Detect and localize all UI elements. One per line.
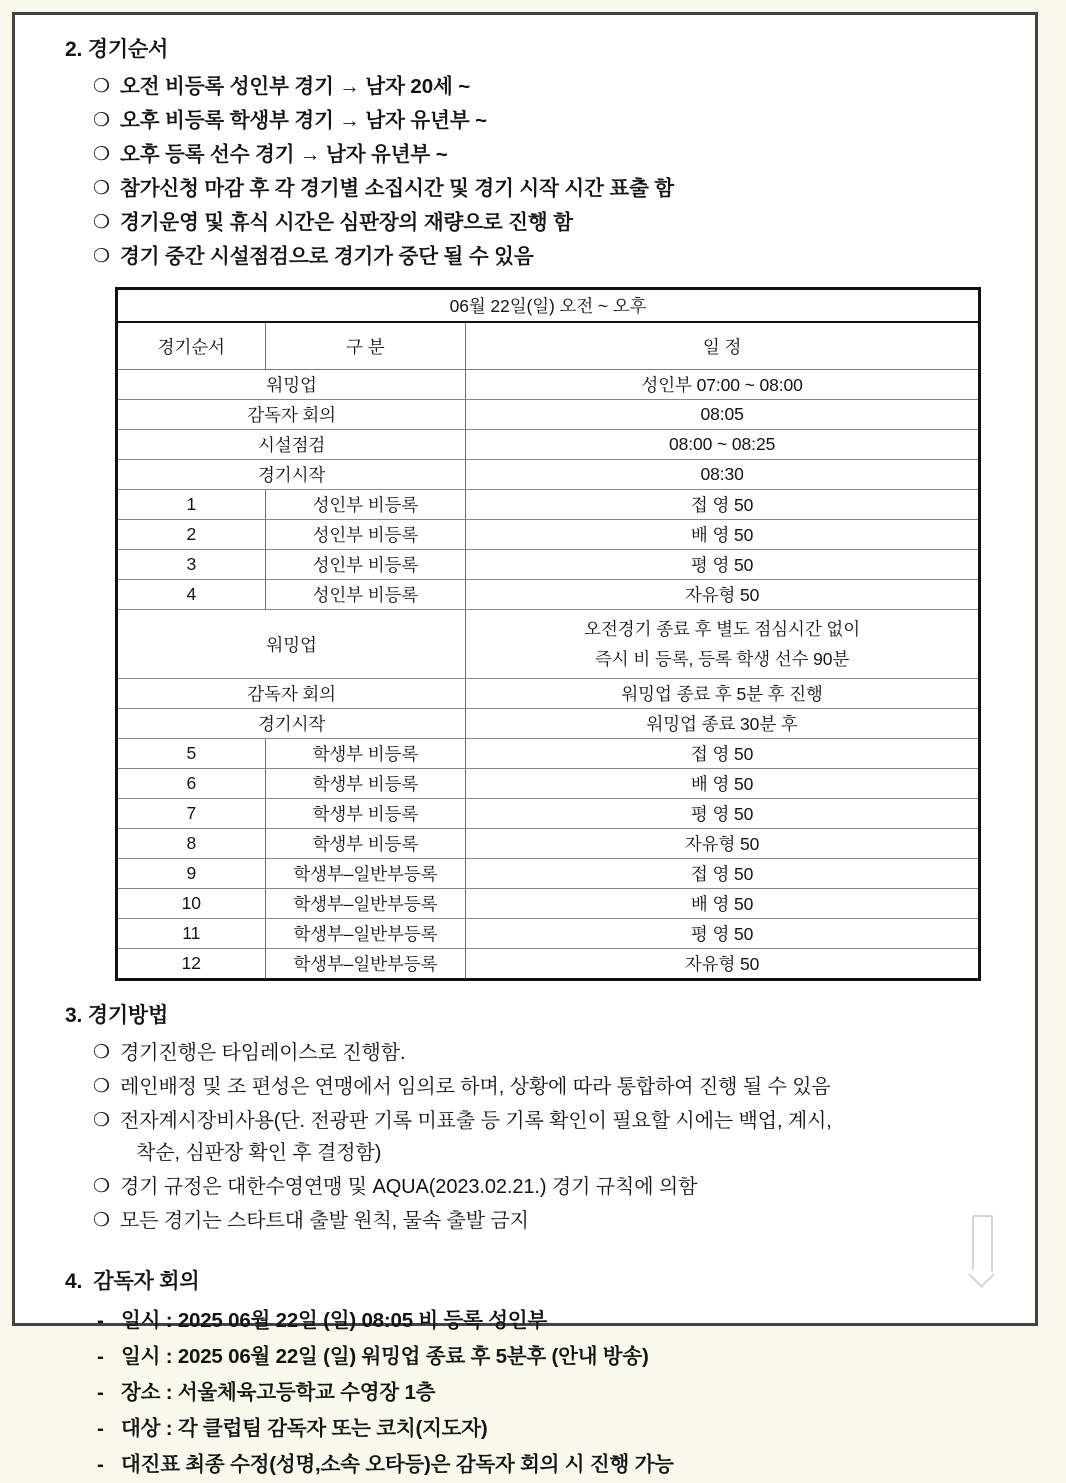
list-item-text: 오후 등록 선수 경기 → 남자 유년부 ~	[120, 143, 448, 166]
table-header-cell: 구 분	[265, 322, 466, 370]
row-number: 3	[117, 550, 266, 580]
table-row	[117, 520, 980, 550]
row-schedule: 자유형 50	[466, 580, 980, 610]
schedule-table	[115, 287, 981, 981]
circle-bullet-icon: ❍	[93, 246, 110, 267]
table-title: 06월 22일(일) 오전 ~ 오후	[117, 289, 980, 323]
row-division: 성인부 비등록	[265, 520, 466, 550]
table-row	[117, 550, 980, 580]
row-division: 학생부 비등록	[265, 769, 466, 799]
table-row	[117, 799, 980, 829]
row-number: 11	[117, 919, 266, 949]
list-item	[93, 105, 1009, 137]
list-item-text: 참가신청 마감 후 각 경기별 소집시간 및 경기 시작 시간 표출 함	[120, 177, 675, 200]
circle-bullet-icon: ❍	[93, 76, 110, 97]
dash-bullet-icon: -	[97, 1453, 104, 1476]
list-item-text: 전자계시장비사용(단. 전광판 기록 미표출 등 기록 확인이 필요할 시에는 백업, 계시,	[120, 1110, 832, 1132]
list-item-text: 경기 중간 시설점검으로 경기가 중단 될 수 있음	[120, 245, 534, 268]
method-list	[41, 1037, 1009, 1237]
row-schedule: 성인부 07:00 ~ 08:00	[466, 370, 980, 400]
list-item	[97, 1303, 1009, 1339]
list-item	[93, 207, 1009, 239]
circle-bullet-icon: ❍	[93, 1110, 110, 1131]
row-division: 학생부 비등록	[265, 739, 466, 769]
list-item-text: 장소 : 서울체육고등학교 수영장 1층	[121, 1381, 436, 1404]
list-item	[97, 1411, 1009, 1447]
row-label: 경기시작	[117, 460, 466, 490]
circle-bullet-icon: ❍	[93, 212, 110, 233]
list-item	[93, 1071, 1009, 1103]
circle-bullet-icon: ❍	[93, 144, 110, 165]
list-item	[93, 241, 1009, 273]
table-row	[117, 460, 980, 490]
row-schedule: 자유형 50	[466, 949, 980, 980]
list-item-text: 일시 : 2025 06월 22일 (일) 08:05 비 등록 성인부	[121, 1309, 548, 1332]
section-heading-method: 3. 경기방법	[65, 1004, 169, 1027]
list-item-text: 레인배정 및 조 편성은 연맹에서 임의로 하며, 상황에 따라 통합하여 진행 될 수 있음	[120, 1076, 831, 1098]
list-item-text: 모든 경기는 스타트대 출발 원칙, 물속 출발 금지	[120, 1210, 529, 1232]
row-schedule: 평 영 50	[466, 919, 980, 949]
table-row	[117, 610, 980, 679]
row-division: 성인부 비등록	[265, 490, 466, 520]
row-schedule: 접 영 50	[466, 739, 980, 769]
circle-bullet-icon: ❍	[93, 178, 110, 199]
dash-bullet-icon: -	[97, 1417, 104, 1440]
list-item-text: 대진표 최종 수정(성명,소속 오타등)은 감독자 회의 시 진행 가능	[121, 1453, 674, 1476]
list-item	[93, 139, 1009, 171]
table-row	[117, 769, 980, 799]
row-label: 경기시작	[117, 709, 466, 739]
list-item-text: 경기운영 및 휴식 시간은 심판장의 재량으로 진행 함	[120, 211, 573, 234]
row-schedule: 배 영 50	[466, 889, 980, 919]
table-row	[117, 859, 980, 889]
row-number: 7	[117, 799, 266, 829]
list-item-text: 경기 규정은 대한수영연맹 및 AQUA(2023.02.21.) 경기 규칙에 의함	[120, 1176, 698, 1198]
list-item-text: 오후 비등록 학생부 경기 → 남자 유년부 ~	[120, 109, 487, 132]
row-schedule: 자유형 50	[466, 829, 980, 859]
row-division: 학생부–일반부등록	[265, 889, 466, 919]
table-row	[117, 370, 980, 400]
list-item	[93, 173, 1009, 205]
table-row	[117, 889, 980, 919]
row-number: 2	[117, 520, 266, 550]
dash-bullet-icon: -	[97, 1381, 104, 1404]
dash-bullet-icon: -	[97, 1345, 104, 1368]
meeting-list	[41, 1303, 1009, 1483]
row-schedule	[466, 610, 980, 679]
row-schedule: 08:05	[466, 400, 980, 430]
row-schedule: 평 영 50	[466, 550, 980, 580]
list-item	[97, 1447, 1009, 1483]
row-number: 6	[117, 769, 266, 799]
table-row	[117, 430, 980, 460]
document-content	[15, 15, 1035, 1476]
list-item	[93, 71, 1009, 103]
row-number: 1	[117, 490, 266, 520]
section-heading-order: 2. 경기순서	[65, 38, 169, 61]
row-label: 시설점검	[117, 430, 466, 460]
table-row	[117, 949, 980, 980]
row-schedule: 배 영 50	[466, 769, 980, 799]
table-row	[117, 709, 980, 739]
table-row	[117, 679, 980, 709]
table-row	[117, 919, 980, 949]
list-item	[93, 1037, 1009, 1069]
row-schedule: 워밍업 종료 30분 후	[466, 709, 980, 739]
row-number: 12	[117, 949, 266, 980]
table-row	[117, 490, 980, 520]
row-number: 8	[117, 829, 266, 859]
row-label: 감독자 회의	[117, 679, 466, 709]
bookmark-artifact-icon	[972, 1215, 993, 1275]
table-row	[117, 400, 980, 430]
circle-bullet-icon: ❍	[93, 1076, 110, 1097]
row-division: 학생부 비등록	[265, 829, 466, 859]
list-item	[93, 1105, 1009, 1169]
row-schedule-line2: 즉시 비 등록, 등록 학생 선수 90분	[594, 649, 850, 669]
row-schedule: 접 영 50	[466, 859, 980, 889]
list-item-text: 오전 비등록 성인부 경기 → 남자 20세 ~	[120, 75, 471, 98]
list-item	[97, 1339, 1009, 1375]
table-row	[117, 829, 980, 859]
row-schedule: 08:30	[466, 460, 980, 490]
row-division: 학생부–일반부등록	[265, 859, 466, 889]
dash-bullet-icon: -	[97, 1309, 104, 1332]
row-label: 감독자 회의	[117, 400, 466, 430]
row-label: 워밍업	[117, 610, 466, 679]
row-schedule: 08:00 ~ 08:25	[466, 430, 980, 460]
list-item-text-cont: 착순, 심판장 확인 후 결정함)	[136, 1142, 382, 1164]
row-division: 성인부 비등록	[265, 580, 466, 610]
row-schedule: 워밍업 종료 후 5분 후 진행	[466, 679, 980, 709]
table-header-cell: 경기순서	[117, 322, 266, 370]
row-division: 학생부 비등록	[265, 799, 466, 829]
table-header-row	[117, 322, 980, 370]
row-label: 워밍업	[117, 370, 466, 400]
list-item	[97, 1375, 1009, 1411]
order-list	[41, 71, 1009, 273]
list-item-text: 경기진행은 타임레이스로 진행함.	[120, 1042, 406, 1064]
row-division: 성인부 비등록	[265, 550, 466, 580]
row-schedule: 접 영 50	[466, 490, 980, 520]
row-number: 4	[117, 580, 266, 610]
row-number: 5	[117, 739, 266, 769]
row-number: 9	[117, 859, 266, 889]
row-schedule-line1: 오전경기 종료 후 별도 점심시간 없이	[584, 619, 861, 639]
list-item-text: 대상 : 각 클럽팀 감독자 또는 코치(지도자)	[121, 1417, 488, 1440]
row-schedule: 배 영 50	[466, 520, 980, 550]
document-page	[12, 12, 1038, 1476]
row-division: 학생부–일반부등록	[265, 949, 466, 980]
row-division: 학생부–일반부등록	[265, 919, 466, 949]
row-number: 10	[117, 889, 266, 919]
circle-bullet-icon: ❍	[93, 1042, 110, 1063]
circle-bullet-icon: ❍	[93, 1176, 110, 1197]
section-heading-meeting: 4. 감독자 회의	[65, 1270, 200, 1293]
row-schedule: 평 영 50	[466, 799, 980, 829]
list-item	[93, 1171, 1009, 1203]
circle-bullet-icon: ❍	[93, 1210, 110, 1231]
circle-bullet-icon: ❍	[93, 110, 110, 131]
list-item-text: 일시 : 2025 06월 22일 (일) 워밍업 종료 후 5분후 (안내 방송)	[121, 1345, 649, 1368]
list-item	[93, 1205, 1009, 1237]
table-row	[117, 580, 980, 610]
table-header-cell: 일 정	[466, 322, 980, 370]
table-row	[117, 739, 980, 769]
table-title-row	[117, 289, 980, 323]
schedule-table-wrapper	[115, 287, 981, 981]
